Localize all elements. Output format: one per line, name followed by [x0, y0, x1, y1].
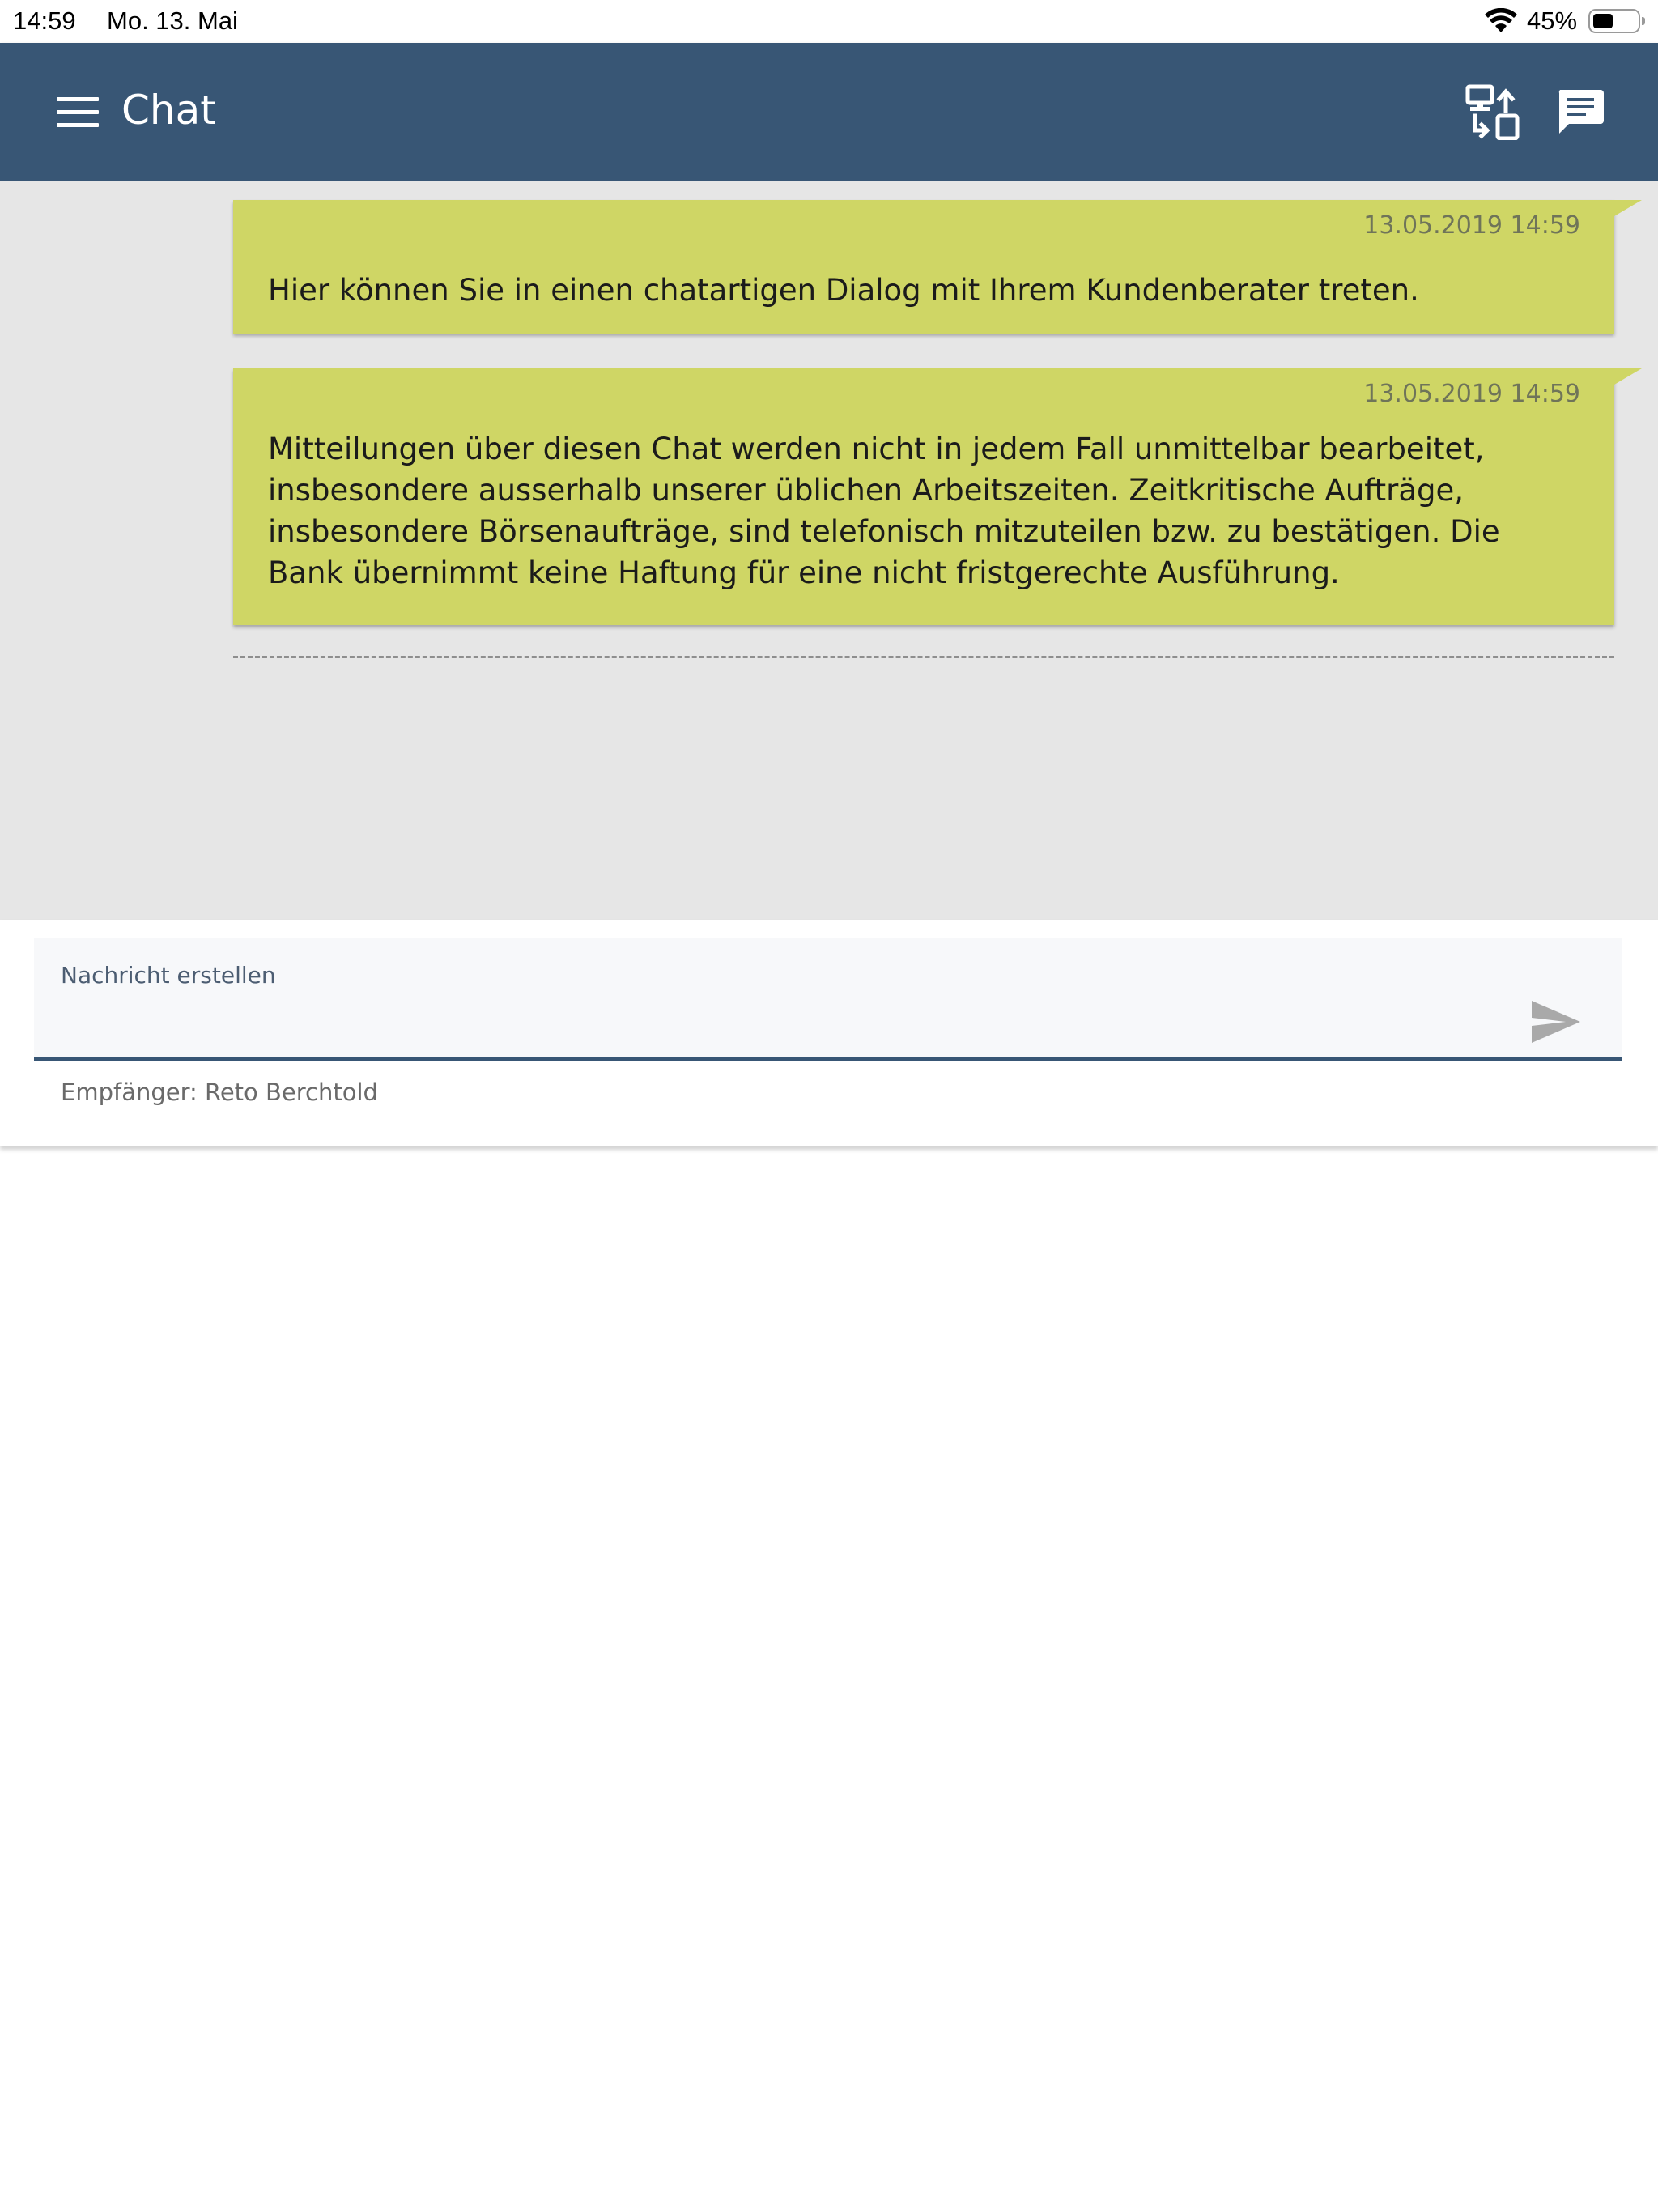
wifi-icon: [1485, 8, 1517, 34]
message-composer: [0, 920, 1658, 1146]
chat-icon[interactable]: [1556, 88, 1605, 135]
bubble-tail: [1614, 200, 1642, 216]
chat-messages-area[interactable]: [0, 181, 1658, 920]
compose-field[interactable]: [34, 938, 1622, 1061]
message-text: Hier können Sie in einen chatartigen Dialog mit Ihrem Kundenberater treten.: [268, 273, 1419, 308]
messages-divider: [233, 656, 1614, 658]
switch-device-icon[interactable]: [1465, 83, 1522, 140]
message-timestamp: 13.05.2019 14:59: [1363, 380, 1580, 408]
battery-fill: [1593, 14, 1613, 28]
battery-nub: [1642, 17, 1645, 25]
menu-icon[interactable]: [57, 97, 99, 128]
message-bubble: [233, 368, 1614, 625]
battery-icon: [1588, 9, 1640, 33]
status-bar: [0, 0, 1658, 43]
page-title: Chat: [121, 87, 216, 134]
battery-percent: 45%: [1527, 6, 1578, 35]
message-text: Mitteilungen über diesen Chat werden nicht in jedem Fall unmittelbar bearbeitet, insbesondere ausserhalb unserer üblichen Arbeitszeiten. Zeitkritische Aufträge, insbesondere Börsenaufträge, sind telefonisch mitzuteilen bzw. zu bestätigen. Die Bank übernimmt keine Haftung für eine nicht fristgerechte Ausführung.: [268, 432, 1500, 590]
message-timestamp: 13.05.2019 14:59: [1363, 211, 1580, 240]
recipient-label: Empfänger: Reto Berchtold: [61, 1078, 378, 1106]
bubble-tail: [1614, 368, 1642, 385]
message-input[interactable]: [61, 1001, 1518, 1046]
message-bubble: [233, 200, 1614, 334]
status-time: 14:59: [13, 6, 76, 35]
status-date: Mo. 13. Mai: [107, 6, 238, 35]
app-bar: [0, 43, 1658, 181]
send-icon[interactable]: [1530, 999, 1582, 1044]
compose-label: Nachricht erstellen: [61, 962, 276, 989]
